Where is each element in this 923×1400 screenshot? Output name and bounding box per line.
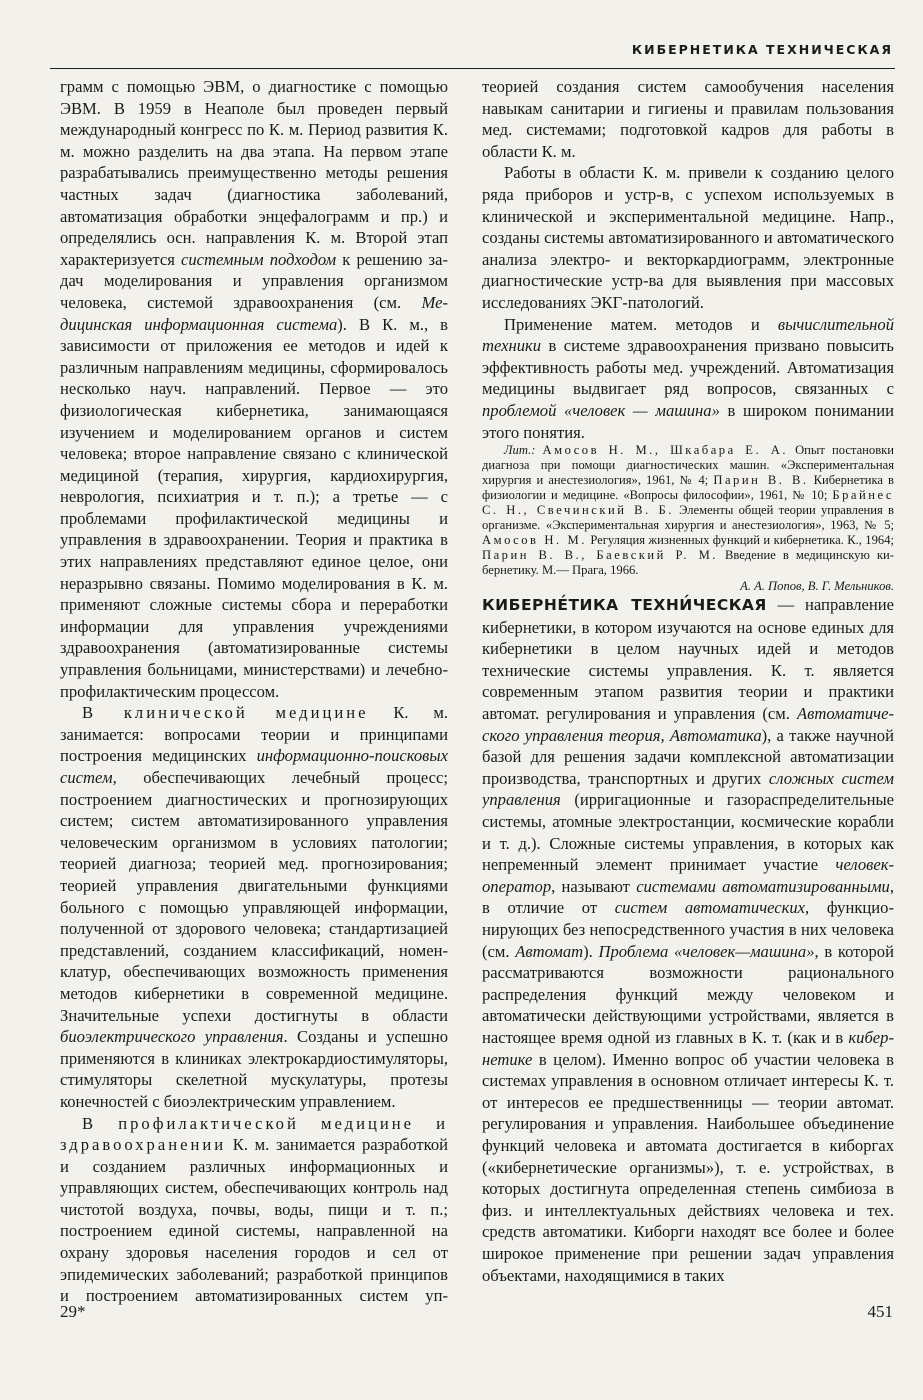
header-rule <box>50 68 895 69</box>
references: Лит.: Амосов Н. М., Шкабара Е. А. Опыт постановки диагноза при помощи диагностических машин. «Экспериментальная хирургия и анестезиология», 1961, № 4; Парин В. В. Кибернетика в физиологии и медицине. «Вопросы философии», 1961, № 10; Брайнес С. Н., Свечинский В. Б. Элементы общей теории управления в организме. «Экспериментальная хирургия и анестезиология», 1963, № 5; Амосов Н. М. Регуляция жизненных функций и кибернетика. К., 1964; Парин В. В., Баевский Р. М. Введение в медицинскую кибернетику. М.— Прага, 1966. <box>482 443 894 578</box>
paragraph: теорией создания систем самообучения населения навыкам санитарии и гигиены и правилам пользования мед. системами; подготовкой кадров для работы в области К. м. <box>482 77 894 161</box>
running-title: КИБЕРНЕТИКА ТЕХНИЧЕСКАЯ <box>631 42 893 57</box>
author-signature: А. А. Попов, В. Г. Мельников. <box>740 579 894 594</box>
right-column <box>482 76 894 1306</box>
paragraph: В профилактической медицине и здравоохранении К. м. занимается разработкой и созданием различных информационных и управляющих систем, обеспечивающих контроль над чистотой воздуха, почвы, воды, пищи и т. п.; построением единой системы, направленной на охрану здоровья населения городов и сел от эпидемических заболеваний; разработкой принципов и построением автоматизированных систем уп <box>60 1113 448 1306</box>
signature-mark: 29* <box>60 1302 86 1321</box>
paragraph: грамм с помощью ЭВМ, о диагностике с помощью ЭВМ. В 1959 в Неаполе был проведен первый международный конгресс по К. м. Период развития К. м. можно разделить на два этапа. На первом этапе разрабатывались преимущественно методы решения частных задач (диагностика заболеваний, автоматизация обработки энцефалограмм и пр.) и определялись осн. направления К. м. Второй этап характеризуется системным подходом к решению задач моделирования и управления организмом человека, системой здравоохранения (см. Медицинская информационная система). В К. м., в зависимости от приложения ее методов и идей к различным направлениям медицины, сформировалось несколько науч. направлений. Первое — это физиологическая кибернетика, занимающаяся изучением и моделированием органов и систем человека; второе направление связано с клинической медициной (терапия, хирургия, кардиохирургия, неврология, психиатрия и т. п.); а третье — с проблемами профилактической медицины и управления в здравоохранении. Теория и практика в этих направлениях представляют единое целое, они неразрывно связаны. Помимо моделирования в К. м. применяют сложные системы сбора и переработки информации для управления учреждениями здравоохранения (автоматизированные системы управления больницами, министерствами) и лечебно-профилактическим процессом. <box>60 77 448 701</box>
left-column <box>60 76 448 1306</box>
page-number: 451 <box>867 1302 893 1321</box>
article-entry: КИБЕРНЕ́ТИКА ТЕХНИ́ЧЕСКАЯ — направление кибернетики, в котором изучаются на основе единых для кибернетики в целом научных идей и методов технические системы управления. К. т. является современным этапом развития теории и практики автомат. регулирования и управления (см. Автоматического управления теория, Автоматика), а также научной базой для решения задачи комплексной автоматизации производства, транспортных и других сложных систем управления (ирригационные и газораспределительные системы, атомные электростанции, космические корабли и т. д.). Сложные системы управления, в которых как непременный элемент принимает участие человек-оператор, называют системами автоматизированными, в отличие от систем автоматических, функционирующих без непосредственного участия в них человека (см. Автомат). Проблема «человек—машина», в которой рассматриваются возможности рационального распределения функций между человеком и автоматически действующими устройствами, является в настоящее время одной из главных в К. т. (как и в кибернетике в целом). Именно вопрос об участии человека в системах управления в основном отличает интересы К. т. от интересов ее предшественницы — теории автомат. регулирования и управления. Наибольшее объединение функций человека и автомата достигается в киборгах («кибернетические организмы»), т. е. устройствах, в которых достигнута определенная степень симбиоза в физ. и интеллектуальных действиях человека и тех. средств автоматики. Киборги находят все более и более широкое применение при решении задач управления объектами, находящимися в таких <box>482 595 894 1285</box>
paragraph: В клинической медицине К. м. занимается: вопросами теории и принципами построения медицинских информационно-поисковых систем, обеспечивающих лечебный процесс; построением диагностических и прогнозирующих систем; систем автоматизированного управления человеческим организмом в условиях патологии; теорией диагноза; теорией мед. прогнозирования; теорией управления двигательными функциями больного с помощью управляющей информации, полученной от здорового человека; стандартизацией представлений, созданием классификаций, номенклатур, обеспечивающих возможность применения методов кибернетики в современной медицине. Значительные успехи достигнуты в области биоэлектрического управления. Созданы и успешно применяются в клиниках электрокардиостимуляторы, стимуляторы скелетной мускулатуры, протезы конечностей с биоэлектрическим управлением. <box>60 703 448 1111</box>
paragraph: Применение матем. методов и вычислительной техники в системе здравоохранения призвано повысить эффективность работы мед. учреждений. Автоматизация медицины выдвигает ряд вопросов, связанных с проблемой «человек — машина» в широком понимании этого понятия. <box>482 314 894 442</box>
article-title: КИБЕРНЕ́ТИКА ТЕХНИ́ЧЕСКАЯ <box>482 596 767 615</box>
paragraph: Работы в области К. м. привели к созданию целого ряда приборов и устр-в, с успехом используемых в клинической и экспериментальной медицине. Напр., созданы системы автоматизированного и автоматического анализа электро- и векторкардиограмм, электронные диагностические устр-ва для выявления при массовых исследованиях ЭКГ-патологий. <box>482 163 894 312</box>
